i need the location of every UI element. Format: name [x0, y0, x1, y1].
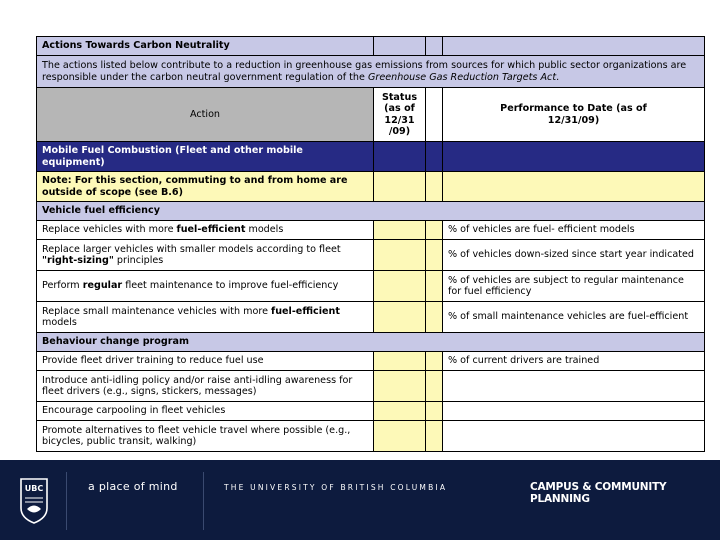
table-title: Actions Towards Carbon Neutrality: [37, 37, 374, 56]
action-cell: Replace larger vehicles with smaller models according to fleet "right-sizing" principles: [37, 240, 374, 271]
subsection-row: [37, 202, 705, 221]
performance-cell: % of vehicles are subject to regular maintenance for fuel efficiency: [443, 271, 705, 302]
university-name: THE UNIVERSITY OF BRITISH COLUMBIA: [224, 483, 448, 492]
divider: [203, 472, 204, 530]
footer-banner: [0, 460, 720, 540]
table-row: [37, 271, 705, 302]
table-row: [37, 421, 705, 452]
status-cell: [374, 302, 426, 333]
note-row: [37, 172, 705, 202]
header-performance: Performance to Date (as of 12/31/09): [443, 88, 705, 142]
ubc-crest-logo: [20, 478, 48, 524]
header-row: [37, 88, 705, 142]
action-cell: Replace small maintenance vehicles with more fuel-efficient models: [37, 302, 374, 333]
table-row: [37, 302, 705, 333]
status-cell: [374, 402, 426, 421]
carbon-neutrality-table: [36, 36, 705, 452]
status-cell: [374, 421, 426, 452]
table-row: [37, 352, 705, 371]
performance-cell: [443, 421, 705, 452]
motto: a place of mind: [88, 480, 178, 493]
act-name: Greenhouse Gas Reduction Targets Act: [367, 71, 557, 83]
svg-text:UBC: UBC: [24, 484, 44, 493]
status-cell: [374, 240, 426, 271]
header-status: Status (as of 12/31 /09): [374, 88, 426, 142]
table-row: [37, 240, 705, 271]
department-name: CAMPUS & COMMUNITY PLANNING: [530, 481, 667, 505]
action-cell: Perform regular fleet maintenance to improve fuel-efficiency: [37, 271, 374, 302]
subsection-row: [37, 333, 705, 352]
action-cell: Encourage carpooling in fleet vehicles: [37, 402, 374, 421]
scope-note: Note: For this section, commuting to and from home are outside of scope (see B.6): [37, 172, 374, 202]
performance-cell: [443, 402, 705, 421]
subsection-vehicle-fuel-efficiency: Vehicle fuel efficiency: [37, 202, 705, 221]
header-action: Action: [37, 88, 374, 142]
intro-text: The actions listed below contribute to a reduction in greenhouse gas emissions from sources for which public sector organizations are responsible under the carbon neutral government regulation of the Greenhouse Gas Reduction Targets Act.: [37, 56, 705, 88]
action-cell: Replace vehicles with more fuel-efficient models: [37, 221, 374, 240]
table-row: [37, 221, 705, 240]
status-cell: [374, 221, 426, 240]
action-cell: Introduce anti-idling policy and/or raise anti-idling awareness for fleet drivers (e.g., signs, stickers, messages): [37, 371, 374, 402]
intro-row: [37, 56, 705, 88]
performance-cell: % of vehicles down-sized since start year indicated: [443, 240, 705, 271]
status-cell: [374, 371, 426, 402]
status-cell: [374, 271, 426, 302]
status-cell: [374, 352, 426, 371]
performance-cell: % of current drivers are trained: [443, 352, 705, 371]
section-row: [37, 142, 705, 172]
performance-cell: [443, 371, 705, 402]
performance-cell: % of small maintenance vehicles are fuel-efficient: [443, 302, 705, 333]
title-row: [37, 37, 705, 56]
action-cell: Provide fleet driver training to reduce fuel use: [37, 352, 374, 371]
table-row: [37, 371, 705, 402]
subsection-behaviour-change: Behaviour change program: [37, 333, 705, 352]
table-row: [37, 402, 705, 421]
divider: [66, 472, 67, 530]
performance-cell: % of vehicles are fuel- efficient models: [443, 221, 705, 240]
section-title: Mobile Fuel Combustion (Fleet and other mobile equipment): [37, 142, 374, 172]
action-cell: Promote alternatives to fleet vehicle travel where possible (e.g., bicycles, public transit, walking): [37, 421, 374, 452]
